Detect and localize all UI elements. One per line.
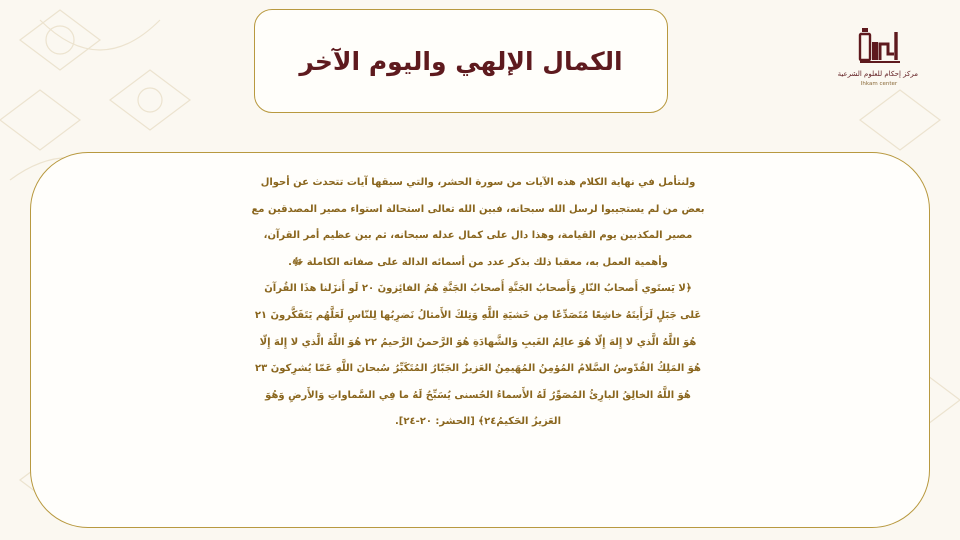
logo-mark-icon [858, 26, 902, 66]
verse-line: عَلى جَبَلٍ لَرَأَيتَهُ خاشِعًا مُتَصَدِّعًا مِن خَشيَةِ اللَّهِ وَتِلكَ الأَمثالُ نَضرِبُها لِلنّاسِ لَعَلَّهُم يَتَفَكَّرونَ ٢١ [254, 309, 702, 321]
verse-line: هُوَ اللَّهُ الخالِقُ البارِئُ المُصَوِّرُ لَهُ الأَسماءُ الحُسنى يُسَبِّحُ لَهُ ما فِي السَّماواتِ وَالأَرضِ وَهُوَ [265, 389, 691, 401]
verse-line: ﴿لا يَستَوي أَصحابُ النّارِ وَأَصحابُ الجَنَّةِ أَصحابُ الجَنَّةِ هُمُ الفائِزونَ ٢٠ لَو أَنزَلنا هذَا القُرآنَ [264, 283, 692, 295]
verse-line: هُوَ اللَّهُ الَّذي لا إِلهَ إِلّا هُوَ عالِمُ الغَيبِ وَالشَّهادَةِ هُوَ الرَّحمنُ الرَّحيمُ ٢٢ هُوَ اللَّهُ الَّذي لا إِلهَ إِلّا [259, 336, 697, 348]
content-text [44, 170, 912, 436]
paragraph-line: ولنتأمل في نهاية الكلام هذه الآيات من سورة الحشر، والتي سبقها آيات تتحدث عن أحوال [260, 177, 696, 188]
paragraph-line: بعض من لم يستجيبوا لرسل الله سبحانه، فبين الله تعالى استحالة استواء مصير المصدقين مع [251, 203, 705, 215]
paragraph-line: وأهمية العمل به، معقبا ذلك بذكر عدد من أسمائه الدالة على صفاته الكاملة ﷻ. [288, 256, 668, 268]
logo-subtitle: مركز إحكام للعلوم الشرعية [837, 70, 918, 78]
verse-line: العَزيزُ الحَكيمُ٢٤﴾ [الحشر: ٢٠-٢٤]. [394, 416, 561, 428]
verse-line: هُوَ المَلِكُ القُدّوسُ السَّلامُ المُؤمِنُ المُهَيمِنُ العَزيزُ الجَبّارُ المُتَكَبِّرُ سُبحانَ اللَّهِ عَمّا يُشرِكونَ ٢٣ [255, 363, 701, 375]
logo-tagline: Ihkam center [860, 81, 898, 87]
logo [837, 26, 918, 98]
title-box [254, 9, 668, 113]
page-title: الكمال الإلهي واليوم الآخر [299, 46, 623, 76]
paragraph-line: مصير المكذبين يوم القيامة، وهذا دال على كمال عدله سبحانه، ثم بين عظيم أمر القرآن، [263, 230, 693, 242]
